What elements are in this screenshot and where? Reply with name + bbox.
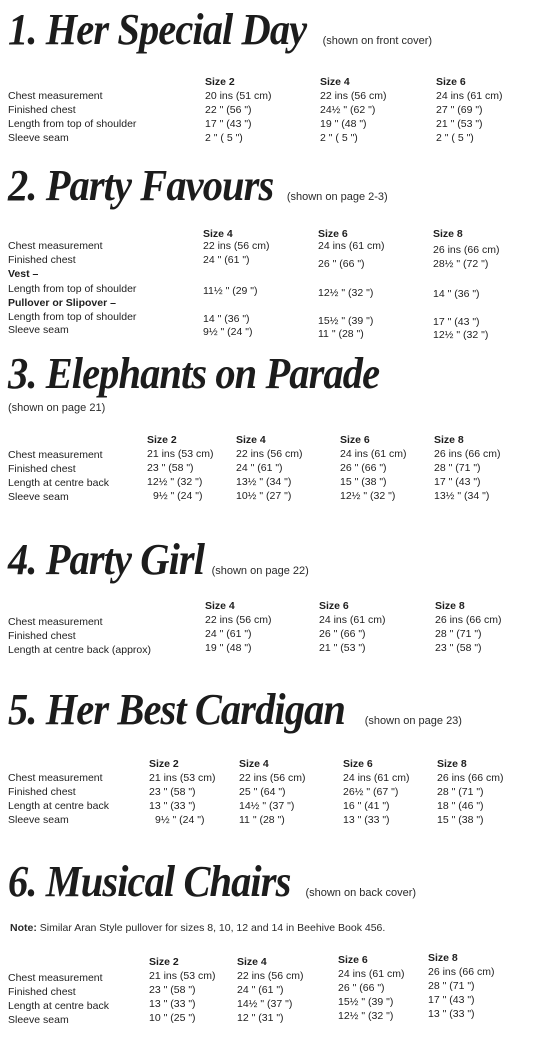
table-cell: 28 " (71 ") (434, 462, 481, 474)
table-cell: 24 ins (61 cm) (338, 968, 405, 980)
row-label: Length from top of shoulder (8, 283, 137, 295)
size-header: Size 4 (205, 600, 235, 612)
row-label: Sleeve seam (8, 814, 69, 826)
table-cell: 11 " (28 ") (318, 328, 364, 340)
table-cell: 26 ins (66 cm) (435, 614, 502, 626)
section-her-best-cardigan (0, 684, 560, 834)
note-label: Note: (10, 922, 37, 934)
section-title: 5. Her Best Cardigan (8, 685, 345, 734)
table-cell: 23 " (58 ") (149, 786, 196, 798)
table-cell: 24 ins (61 cm) (319, 614, 386, 626)
table-cell: 9½ " (24 ") (203, 326, 253, 338)
section-title: 4. Party Girl (8, 535, 205, 584)
table-cell: 13 " (33 ") (149, 998, 196, 1010)
size-header: Size 2 (149, 758, 179, 770)
row-label: Chest measurement (8, 449, 103, 461)
size-header: Size 8 (433, 228, 463, 240)
row-label: Finished chest (8, 104, 76, 116)
title-row (8, 348, 411, 399)
table-cell: 9½ " (24 ") (155, 814, 205, 826)
size-header: Size 6 (318, 228, 348, 240)
table-cell: 25 " (64 ") (239, 786, 286, 798)
row-label: Length at centre back (approx) (8, 644, 152, 656)
table-cell: 21 ins (53 cm) (149, 772, 216, 784)
shown-on-note: (shown on page 22) (211, 565, 309, 577)
size-header: Size 4 (237, 956, 267, 968)
row-label: Finished chest (8, 254, 76, 266)
table-cell: 22 " (56 ") (205, 104, 252, 116)
table-cell: 24 " (61 ") (203, 254, 250, 266)
table-cell: 23 " (58 ") (149, 984, 196, 996)
table-cell: 15½ " (39 ") (318, 315, 374, 327)
size-header: Size 4 (239, 758, 269, 770)
size-header: Size 8 (437, 758, 467, 770)
table-cell: 24 ins (61 cm) (436, 90, 503, 102)
table-cell: 15 " (38 ") (340, 476, 387, 488)
table-cell: 15½ " (39 ") (338, 996, 394, 1008)
shown-on-note: (shown on page 23) (364, 715, 462, 727)
row-label: Pullover or Slipover – (8, 297, 116, 309)
table-cell: 26½ " (67 ") (343, 786, 399, 798)
table-cell: 28½ " (72 ") (433, 258, 489, 270)
row-label: Length from top of shoulder (8, 118, 137, 130)
row-label: Chest measurement (8, 772, 103, 784)
table-cell: 2 " ( 5 ") (320, 132, 358, 144)
table-cell: 11 " (28 ") (239, 814, 285, 826)
table-cell: 21 ins (53 cm) (147, 448, 214, 460)
table-cell: 24½ " (62 ") (320, 104, 376, 116)
table-cell: 28 " (71 ") (435, 628, 482, 640)
table-cell: 28 " (71 ") (437, 786, 484, 798)
table-cell: 22 ins (56 cm) (205, 614, 272, 626)
table-cell: 10 " (25 ") (149, 1012, 196, 1024)
section-title: 3. Elephants on Parade (8, 349, 380, 398)
table-cell: 26 ins (66 cm) (434, 448, 501, 460)
section-elephants-on-parade (0, 348, 560, 508)
row-label: Sleeve seam (8, 132, 69, 144)
table-cell: 11½ " (29 ") (203, 285, 258, 297)
row-label: Chest measurement (8, 616, 103, 628)
shown-on-note: (shown on page 21) (8, 402, 106, 414)
table-cell: 17 " (43 ") (205, 118, 252, 130)
table-cell: 12½ " (32 ") (433, 329, 489, 341)
table-cell: 2 " ( 5 ") (205, 132, 243, 144)
table-cell: 26 " (66 ") (340, 462, 387, 474)
table-cell: 12 " (31 ") (237, 1012, 284, 1024)
row-label: Chest measurement (8, 240, 103, 252)
table-cell: 13 " (33 ") (428, 1008, 475, 1020)
section-her-special-day (0, 4, 560, 154)
size-header: Size 4 (203, 228, 233, 240)
table-cell: 9½ " (24 ") (153, 490, 203, 502)
table-cell: 10½ " (27 ") (236, 490, 292, 502)
row-label: Length at centre back (8, 800, 109, 812)
row-label: Length at centre back (8, 477, 109, 489)
title-row (8, 684, 462, 735)
title-row (8, 856, 416, 907)
size-header: Size 6 (338, 954, 368, 966)
size-header: Size 2 (149, 956, 179, 968)
section-musical-chairs (0, 856, 560, 1036)
row-label: Finished chest (8, 630, 76, 642)
table-cell: 13½ " (34 ") (434, 490, 490, 502)
table-cell: 22 ins (56 cm) (203, 240, 270, 252)
table-cell: 23 " (58 ") (147, 462, 194, 474)
table-cell: 22 ins (56 cm) (320, 90, 387, 102)
size-header: Size 6 (436, 76, 466, 88)
table-cell: 14 " (36 ") (203, 313, 250, 325)
table-cell: 19 " (48 ") (320, 118, 367, 130)
shown-on-note: (shown on page 2-3) (286, 191, 388, 203)
table-cell: 17 " (43 ") (428, 994, 475, 1006)
title-row (8, 160, 388, 211)
table-cell: 12½ " (32 ") (338, 1010, 394, 1022)
table-cell: 28 " (71 ") (428, 980, 475, 992)
table-cell: 26 " (66 ") (319, 628, 366, 640)
section-party-girl (0, 534, 560, 664)
table-cell: 24 ins (61 cm) (343, 772, 410, 784)
table-cell: 2 " ( 5 ") (436, 132, 474, 144)
table-cell: 26 " (66 ") (338, 982, 385, 994)
table-cell: 13 " (33 ") (149, 800, 196, 812)
row-label: Sleeve seam (8, 324, 69, 336)
table-cell: 13 " (33 ") (343, 814, 390, 826)
size-header: Size 8 (434, 434, 464, 446)
table-cell: 22 ins (56 cm) (239, 772, 306, 784)
row-label: Vest – (8, 268, 39, 280)
row-label: Length from top of shoulder (8, 311, 137, 323)
size-header: Size 8 (428, 952, 458, 964)
size-header: Size 2 (205, 76, 235, 88)
table-cell: 17 " (43 ") (434, 476, 481, 488)
size-header: Size 4 (320, 76, 350, 88)
table-cell: 22 ins (56 cm) (237, 970, 304, 982)
row-label: Sleeve seam (8, 491, 69, 503)
title-row (8, 4, 432, 55)
table-cell: 27 " (69 ") (436, 104, 483, 116)
table-cell: 17 " (43 ") (433, 316, 480, 328)
section-title: 6. Musical Chairs (8, 857, 291, 906)
table-cell: 12½ " (32 ") (340, 490, 396, 502)
table-cell: 21 " (53 ") (319, 642, 366, 654)
section-party-favours (0, 160, 560, 345)
table-cell: 24 " (61 ") (236, 462, 283, 474)
size-header: Size 6 (340, 434, 370, 446)
row-label: Chest measurement (8, 972, 103, 984)
table-cell: 14½ " (37 ") (237, 998, 293, 1010)
note-line (10, 922, 385, 934)
table-cell: 26 " (66 ") (318, 258, 365, 270)
table-cell: 26 ins (66 cm) (433, 244, 500, 256)
size-header: Size 8 (435, 600, 465, 612)
row-label: Finished chest (8, 986, 76, 998)
table-cell: 21 " (53 ") (436, 118, 483, 130)
table-cell: 26 ins (66 cm) (428, 966, 495, 978)
section-title: 2. Party Favours (8, 161, 274, 210)
row-label: Chest measurement (8, 90, 103, 102)
table-cell: 16 " (41 ") (343, 800, 390, 812)
table-cell: 18 " (46 ") (437, 800, 484, 812)
table-cell: 14 " (36 ") (433, 288, 480, 300)
row-label: Finished chest (8, 786, 76, 798)
table-cell: 24 ins (61 cm) (318, 240, 385, 252)
table-cell: 23 " (58 ") (435, 642, 482, 654)
table-cell: 24 " (61 ") (237, 984, 284, 996)
row-label: Finished chest (8, 463, 76, 475)
shown-on-note: (shown on back cover) (305, 887, 417, 899)
row-label: Sleeve seam (8, 1014, 69, 1026)
size-header: Size 6 (343, 758, 373, 770)
table-cell: 20 ins (51 cm) (205, 90, 272, 102)
size-header: Size 4 (236, 434, 266, 446)
table-cell: 13½ " (34 ") (236, 476, 292, 488)
table-cell: 12½ " (32 ") (147, 476, 203, 488)
title-row (8, 534, 309, 585)
table-cell: 24 ins (61 cm) (340, 448, 407, 460)
table-cell: 21 ins (53 cm) (149, 970, 216, 982)
table-cell: 26 ins (66 cm) (437, 772, 504, 784)
section-title: 1. Her Special Day (8, 5, 307, 54)
table-cell: 22 ins (56 cm) (236, 448, 303, 460)
table-cell: 15 " (38 ") (437, 814, 484, 826)
table-cell: 14½ " (37 ") (239, 800, 295, 812)
table-cell: 19 " (48 ") (205, 642, 252, 654)
shown-on-note: (shown on front cover) (322, 35, 433, 47)
table-cell: 24 " (61 ") (205, 628, 252, 640)
size-header: Size 2 (147, 434, 177, 446)
table-cell: 12½ " (32 ") (318, 287, 374, 299)
size-header: Size 6 (319, 600, 349, 612)
note-text: Similar Aran Style pullover for sizes 8, 10, 12 and 14 in Beehive Book 456. (39, 922, 386, 934)
row-label: Length at centre back (8, 1000, 109, 1012)
